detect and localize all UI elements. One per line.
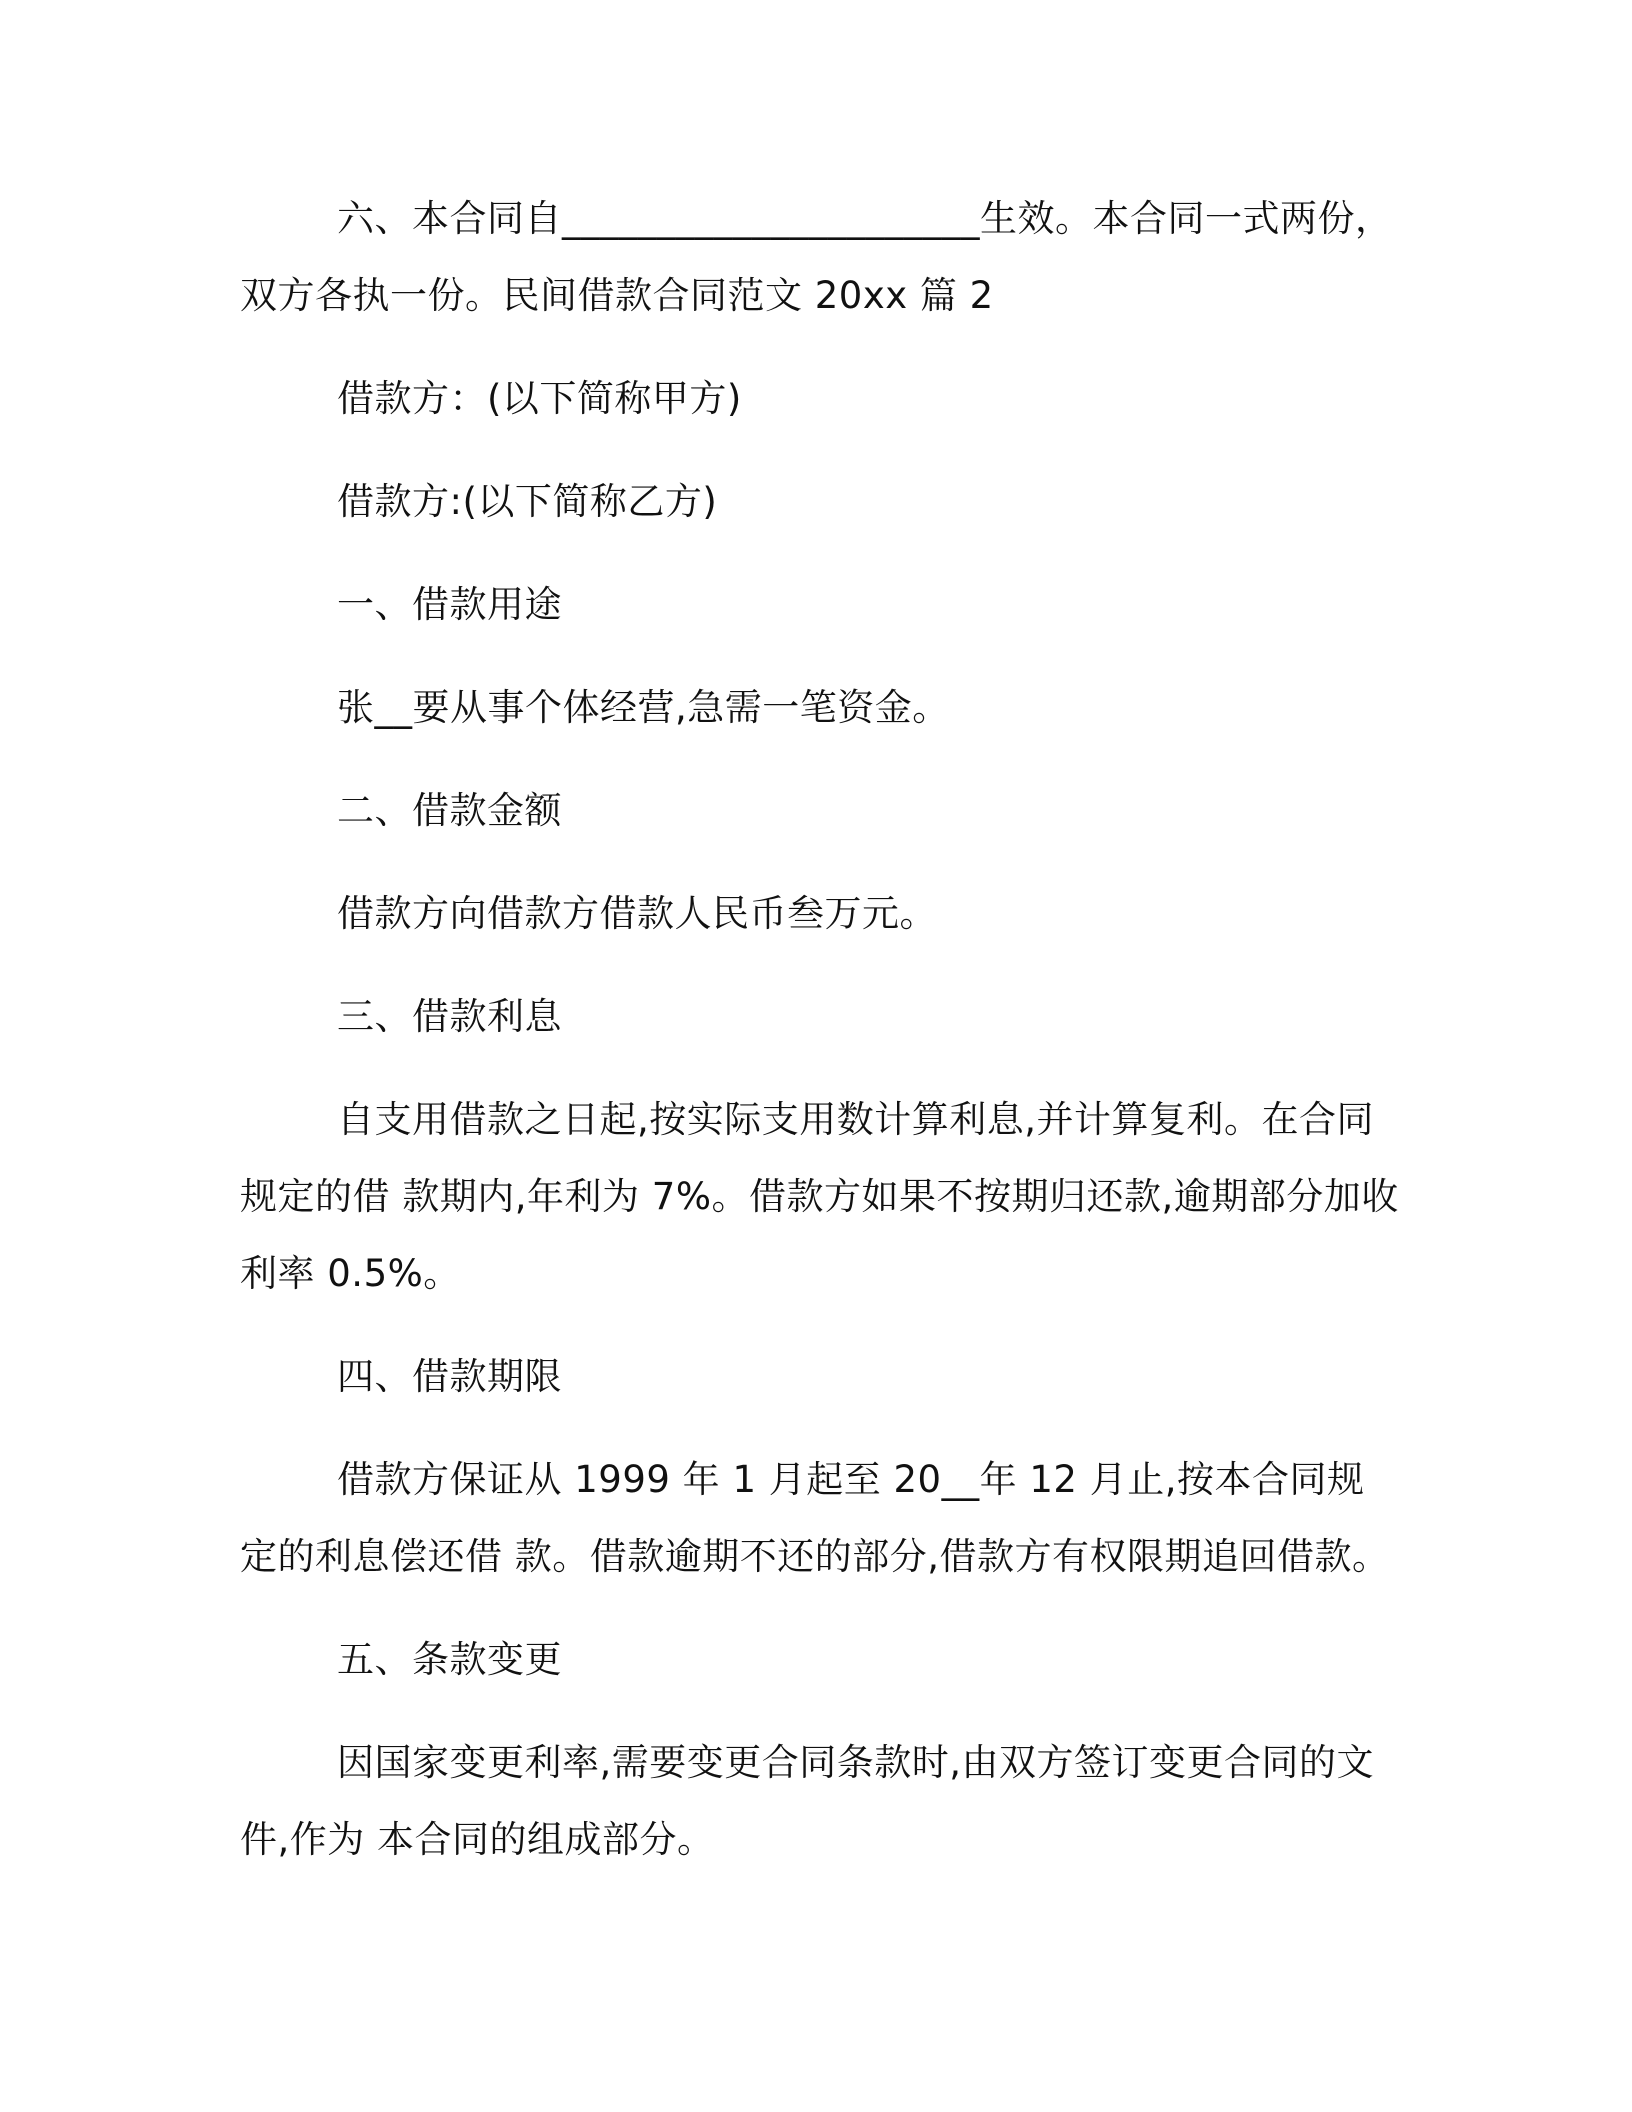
heading-loan-purpose: 一、借款用途 [337, 583, 562, 626]
heading-loan-amount: 二、借款金额 [337, 789, 562, 832]
paragraph-loan-purpose: 张__要从事个体经营,急需一笔资金。 [337, 686, 950, 729]
paragraph-loan-amount: 借款方向借款方借款人民币叁万元。 [337, 892, 937, 935]
paragraph-loan-term: 借款方保证从 1999 年 1 月起至 20__年 12 月止,按本合同规定的利息偿还借 款。借款逾期不还的部分,借款方有权限期追回借款。 [240, 1458, 1390, 1578]
heading-loan-term: 四、借款期限 [337, 1355, 562, 1398]
paragraph-lender: 借款方：(以下简称甲方) [337, 377, 742, 420]
paragraph-loan-interest: 自支用借款之日起,按实际支用数计算利息,并计算复利。在合同规定的借 款期内,年利为 7%。借款方如果不按期归还款,逾期部分加收利率 0.5%。 [240, 1098, 1399, 1295]
paragraph-clause-change: 因国家变更利率,需要变更合同条款时,由双方签订变更合同的文件,作为 本合同的组成部分。 [240, 1741, 1375, 1861]
heading-clause-change: 五、条款变更 [337, 1638, 562, 1681]
paragraph-borrower: 借款方:(以下简称乙方) [337, 480, 718, 523]
paragraph-effective-date: 六、本合同自______________________生效。本合同一式两份，双方各执一份。民间借款合同范文 20xx 篇 2 [240, 197, 1393, 317]
heading-loan-interest: 三、借款利息 [337, 995, 562, 1038]
document-body [240, 180, 1400, 1904]
